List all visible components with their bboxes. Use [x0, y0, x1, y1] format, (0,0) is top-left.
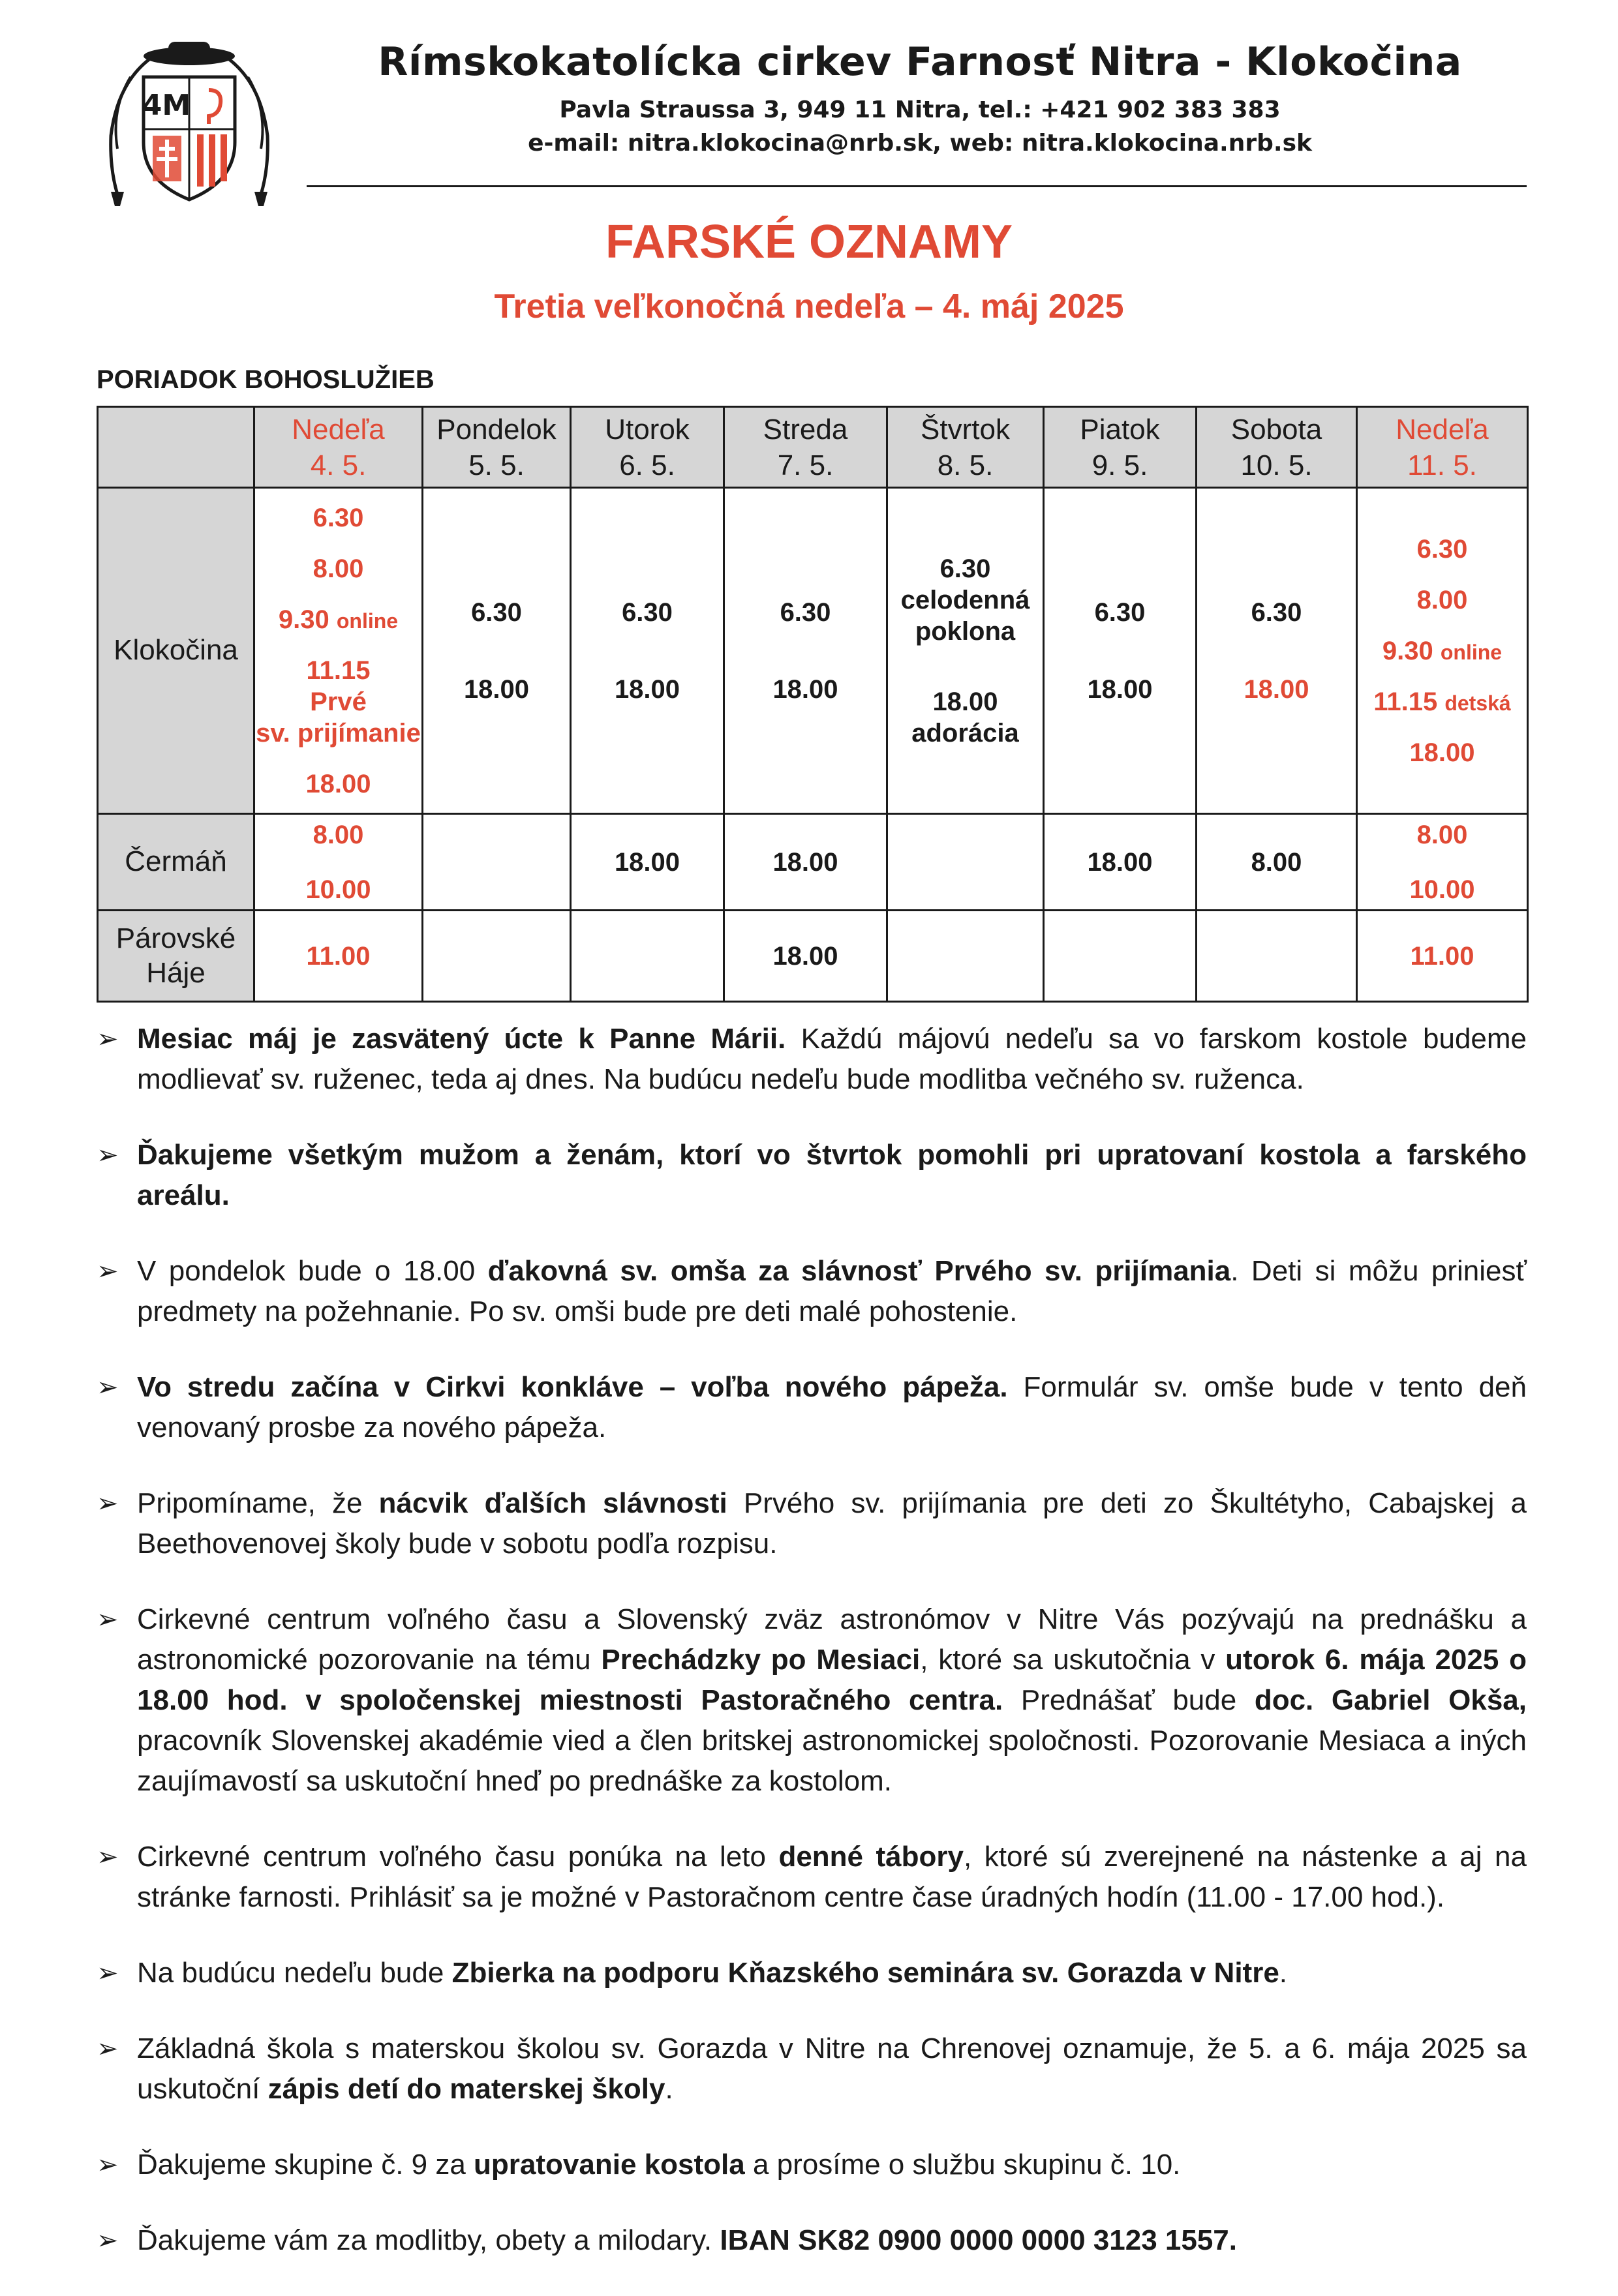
letterhead	[307, 39, 1533, 157]
header-day: Nedeľa 4. 5.	[254, 407, 423, 488]
announcement-item: ➢ Ďakujeme vám za modlitby, obety a milodary. IBAN SK82 0900 0000 0000 3123 1557.	[97, 2220, 1527, 2261]
schedule-cell	[1044, 911, 1197, 1002]
schedule-cell: 6.30 celodenná poklona 18.00 adorácia	[887, 488, 1044, 814]
arrow-bullet-icon: ➢	[97, 2226, 119, 2255]
schedule-row-cerman	[98, 814, 1528, 911]
header-day: Pondelok 5. 5.	[423, 407, 571, 488]
arrow-bullet-icon: ➢	[97, 1141, 119, 1170]
announcement-item: ➢ Cirkevné centrum voľného času ponúka na leto denné tábory, ktoré sú zverejnené na nástenke a aj na stránke farnosti. Prihlásiť sa je možné v Pastoračnom centre čase úradných hodín (11.00 - 17.00 hod.).	[97, 1837, 1527, 1918]
announcement-item: ➢ Ďakujeme všetkým mužom a ženám, ktorí vo štvrtok pomohli pri upratovaní kostola a farského areálu.	[97, 1135, 1527, 1216]
arrow-bullet-icon: ➢	[97, 1489, 119, 1518]
schedule-cell: 11.00	[1357, 911, 1528, 1002]
schedule-label: PORIADOK BOHOSLUŽIEB	[97, 365, 435, 394]
announcement-item: ➢ Mesiac máj je zasvätený úcte k Panne Márii. Každú májovú nedeľu sa vo farskom kostole budeme modlievať sv. ruženec, teda aj dnes. Na budúcu nedeľu bude modlitba večného sv. ruženca.	[97, 1019, 1527, 1100]
arrow-bullet-icon: ➢	[97, 1959, 119, 1987]
arrow-bullet-icon: ➢	[97, 1605, 119, 1634]
schedule-cell	[1197, 911, 1357, 1002]
announcement-item: ➢ Pripomíname, že nácvik ďalších slávnosti Prvého sv. prijímania pre deti zo Škultétyho, Cabajskej a Beethovenovej školy bude v sobotu podľa rozpisu.	[97, 1483, 1527, 1564]
header-day: Piatok 9. 5.	[1044, 407, 1197, 488]
schedule-cell: 8.00	[1197, 814, 1357, 911]
announcement-item: ➢ Ďakujeme skupine č. 9 za upratovanie kostola a prosíme o službu skupinu č. 10.	[97, 2145, 1527, 2185]
schedule-cell: 18.00	[724, 911, 887, 1002]
header-day: Utorok 6. 5.	[571, 407, 724, 488]
parish-contact: e-mail: nitra.klokocina@nrb.sk, web: nitra.klokocina.nrb.sk	[528, 130, 1312, 157]
mass-schedule-table	[97, 406, 1529, 1003]
arrow-bullet-icon: ➢	[97, 1257, 119, 1286]
svg-text:4M: 4M	[142, 89, 191, 122]
announcement-item: ➢ Vo stredu začína v Cirkvi konkláve – voľba nového pápeža. Formulár sv. omše bude v tento deň venovaný prosbe za nového pápeža.	[97, 1367, 1527, 1448]
schedule-row-parovske-haje	[98, 911, 1528, 1002]
place-name: Klokočina	[98, 488, 254, 814]
arrow-bullet-icon: ➢	[97, 2034, 119, 2063]
place-name: Párovské Háje	[98, 911, 254, 1002]
schedule-cell	[887, 911, 1044, 1002]
announcement-item: ➢ Na budúcu nedeľu bude Zbierka na podporu Kňazského seminára sv. Gorazda v Nitre.	[97, 1953, 1527, 1993]
schedule-cell: 8.00 10.00	[254, 814, 423, 911]
place-name: Čermáň	[98, 814, 254, 911]
header-day: Štvrtok 8. 5.	[887, 407, 1044, 488]
announcement-item: ➢ Základná škola s materskou školou sv. Gorazda v Nitre na Chrenovej oznamuje, že 5. a 6. mája 2025 sa uskutoční zápis detí do materskej školy.	[97, 2029, 1527, 2109]
schedule-cell	[423, 911, 571, 1002]
arrow-bullet-icon: ➢	[97, 1843, 119, 1871]
schedule-cell: 6.30 18.00	[724, 488, 887, 814]
page-title: FARSKÉ OZNAMY	[605, 216, 1013, 268]
arrow-bullet-icon: ➢	[97, 1373, 119, 1402]
announcement-item: ➢ V pondelok bude o 18.00 ďakovná sv. omša za slávnosť Prvého sv. prijímania. Deti si môžu priniesť predmety na požehnanie. Po sv. omši bude pre deti malé pohostenie.	[97, 1251, 1527, 1332]
schedule-cell	[571, 911, 724, 1002]
schedule-cell: 6.30 18.00	[571, 488, 724, 814]
header-day: Streda 7. 5.	[724, 407, 887, 488]
schedule-cell: 18.00	[724, 814, 887, 911]
schedule-cell: 8.00 10.00	[1357, 814, 1528, 911]
header-divider	[307, 185, 1527, 187]
arrow-bullet-icon: ➢	[97, 1025, 119, 1053]
schedule-cell: 6.30 18.00	[423, 488, 571, 814]
parish-name: Rímskokatolícka cirkev Farnosť Nitra - Klokočina	[378, 39, 1462, 85]
schedule-cell: 6.30 18.00	[1197, 488, 1357, 814]
announcement-item: ➢ Cirkevné centrum voľného času a Slovenský zväz astronómov v Nitre Vás pozývajú na prednášku a astronomické pozorovanie na tému Prechádzky po Mesiaci, ktoré sa uskutočnia v utorok 6. mája 2025 o 18.00 hod. v spoločenskej miestnosti Pastoračného centra. Prednášať bude doc. Gabriel Okša, pracovník Slovenskej akadémie vied a člen britskej astronomickej spoločnosti. Pozorovanie Mesiaca a iných zaujímavostí sa uskutoční hneď po prednáške za kostolom.	[97, 1599, 1527, 1802]
header-day: Sobota 10. 5.	[1197, 407, 1357, 488]
schedule-cell: 6.30 8.00 9.30 online 11.15 Prvé sv. prijímanie 18.00	[254, 488, 423, 814]
parish-crest-icon	[91, 38, 287, 207]
schedule-cell	[423, 814, 571, 911]
schedule-cell: 18.00	[1044, 814, 1197, 911]
header-day: Nedeľa 11. 5.	[1357, 407, 1528, 488]
page-subtitle: Tretia veľkonočná nedeľa – 4. máj 2025	[494, 288, 1124, 325]
schedule-cell: 6.30 18.00	[1044, 488, 1197, 814]
parish-address: Pavla Straussa 3, 949 11 Nitra, tel.: +421 902 383 383	[559, 97, 1281, 123]
arrow-bullet-icon: ➢	[97, 2151, 119, 2179]
header-corner	[98, 407, 254, 488]
announcement-list	[97, 1019, 1527, 2296]
schedule-header-row	[98, 407, 1528, 488]
schedule-cell	[887, 814, 1044, 911]
schedule-row-klokocina	[98, 488, 1528, 814]
schedule-cell: 11.00	[254, 911, 423, 1002]
schedule-cell: 18.00	[571, 814, 724, 911]
schedule-cell: 6.30 8.00 9.30 online 11.15 detská 18.00	[1357, 488, 1528, 814]
